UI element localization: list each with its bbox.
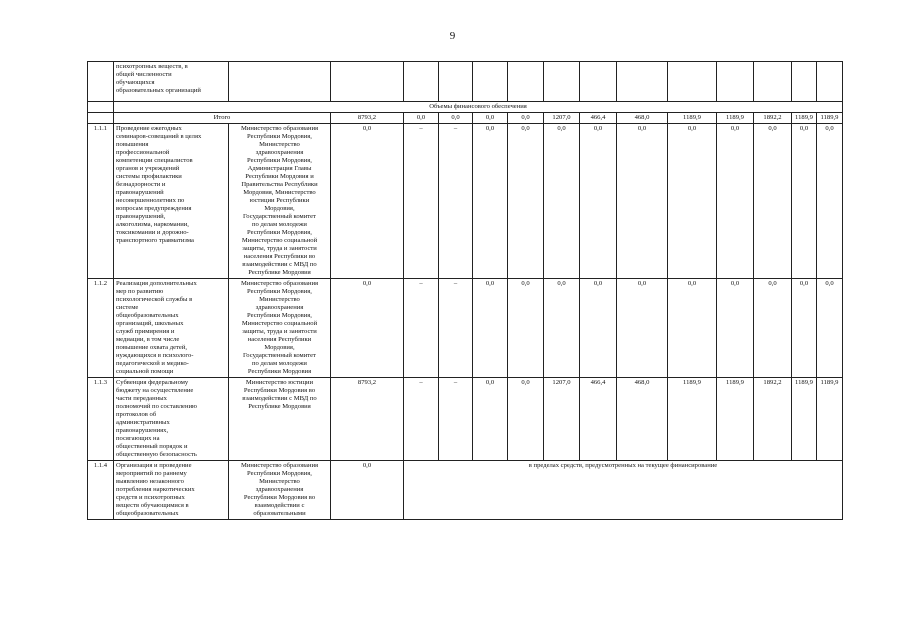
executor-text-line: Государственный комитет [243, 352, 316, 359]
activity-text-line: несовершеннолетних по [116, 197, 185, 204]
value-cell: 1189,9 [792, 378, 817, 461]
activity-cell [114, 461, 229, 520]
value-cell: 0,0 [717, 124, 754, 279]
total-row [88, 113, 843, 124]
executor-text-line: здравоохранения [255, 486, 304, 493]
value-cell: 0,0 [792, 279, 817, 378]
executor-text-line: населения Республики во [243, 253, 316, 260]
activity-text-line: мер по развитию [116, 288, 164, 295]
activity-text-line: алкоголизма, наркомании, [116, 221, 189, 228]
value-cell: 468,0 [617, 378, 668, 461]
activity-text-line: образовательных организаций [116, 87, 201, 94]
page-number: 9 [449, 30, 456, 42]
activity-text-line: полномочий по составлению [116, 403, 197, 410]
activity-text-line: потребления наркотических [116, 486, 195, 493]
value-cell: 0,0 [717, 279, 754, 378]
activity-cell [114, 279, 229, 378]
executor-text-line: Республики Мордовия, [247, 288, 312, 295]
activity-cell [114, 62, 229, 102]
executor-text-line: Республике Мордовия [248, 269, 311, 276]
value-cell [508, 62, 544, 102]
value-cell: 0,0 [544, 279, 580, 378]
total-value: 0,0 [473, 113, 508, 124]
value-cell: 0,0 [668, 279, 717, 378]
activity-text-line: обучающихся [116, 79, 155, 86]
activity-text-line: протоколов об [116, 411, 157, 418]
executor-text-line: Министерство образования [240, 125, 319, 132]
activity-text-line: организаций, школьных [116, 320, 184, 327]
activity-text-line: психологической службы в [116, 296, 193, 303]
total-value: 1189,9 [717, 113, 754, 124]
funding-note: в пределах средств, предусмотренных на текущее финансирование [404, 461, 843, 520]
total-value: 1189,9 [792, 113, 817, 124]
value-cell: 0,0 [817, 279, 843, 378]
activity-text-line: транспортного травматизма [116, 237, 194, 244]
activity-text-line: органов и учреждений [116, 165, 180, 172]
value-cell: 0,0 [508, 378, 544, 461]
activity-text-line: медиации, в том числе [116, 336, 180, 343]
executor-text-line: населения Республики [247, 336, 312, 343]
activity-text-line: общей численности [116, 71, 172, 78]
table-row [88, 461, 843, 520]
value-cell: 0,0 [331, 124, 404, 279]
activity-text-line: средств и психотропных [116, 494, 185, 501]
executor-text-line: Мордовия, Министерство [243, 189, 316, 196]
executor-text-line: взаимодействии с МВД по [242, 395, 317, 402]
row-number-cell [88, 102, 114, 113]
value-cell: 0,0 [331, 461, 404, 520]
value-cell: – [404, 279, 439, 378]
row-number-cell [88, 113, 114, 124]
activity-text-line: части переданных [116, 395, 167, 402]
executor-cell [229, 124, 331, 279]
activity-text-line: общественный порядок и [116, 443, 188, 450]
executor-text-line: Министерство [259, 296, 300, 303]
total-value: 0,0 [508, 113, 544, 124]
executor-text-line: Правительства Республики [241, 181, 318, 188]
value-cell: 1189,9 [817, 378, 843, 461]
value-cell: 0,0 [617, 279, 668, 378]
executor-text-line: Мордовия, [264, 205, 295, 212]
executor-text-line: Республики Мордовия, [247, 133, 312, 140]
executor-cell [229, 279, 331, 378]
activity-text-line: системе [116, 304, 139, 311]
total-value: 468,0 [617, 113, 668, 124]
value-cell: 0,0 [580, 124, 617, 279]
executor-text-line: здравоохранения [255, 304, 304, 311]
value-cell: – [404, 124, 439, 279]
total-value: 0,0 [404, 113, 439, 124]
value-cell: 1892,2 [754, 378, 792, 461]
value-cell [580, 62, 617, 102]
activity-text-line: системы профилактики [116, 173, 182, 180]
executor-text-line: Министерство [259, 478, 300, 485]
value-cell: 0,0 [508, 279, 544, 378]
executor-text-line: Республики Мордовия во [243, 494, 316, 501]
executor-text-line: Республики Мордовия, [247, 229, 312, 236]
activity-text-line: повышения [116, 141, 149, 148]
activity-text-line: вопросам предупреждения [116, 205, 192, 212]
total-value: 1207,0 [544, 113, 580, 124]
section-caption-row [88, 102, 843, 113]
value-cell: 0,0 [754, 279, 792, 378]
activity-text-line: Реализация дополнительных [116, 280, 197, 287]
value-cell [717, 62, 754, 102]
value-cell: 0,0 [331, 279, 404, 378]
table-row [88, 378, 843, 461]
financing-table [87, 61, 843, 520]
activity-text-line: бюджету на осуществление [116, 387, 194, 394]
executor-text-line: взаимодействии с [254, 502, 305, 509]
executor-text-line: Министерство юстиции [245, 379, 314, 386]
total-value: 1892,2 [754, 113, 792, 124]
activity-text-line: общеобразовательных [116, 312, 179, 319]
value-cell [817, 62, 843, 102]
value-cell: 1207,0 [544, 378, 580, 461]
activity-text-line: посягающих на [116, 435, 160, 442]
table-row [88, 124, 843, 279]
activity-text-line: педагогической и медико- [116, 360, 189, 367]
activity-cell [114, 378, 229, 461]
row-number-cell [88, 62, 114, 102]
total-value: 0,0 [439, 113, 473, 124]
value-cell: 1189,9 [717, 378, 754, 461]
activity-text-line: административных [116, 419, 170, 426]
executor-text-line: Мордовия, [264, 344, 295, 351]
total-value: 1189,9 [817, 113, 843, 124]
executor-text-line: Министерство образования [240, 280, 319, 287]
value-cell [473, 62, 508, 102]
executor-text-line: защиты, труда и занятости [242, 328, 317, 335]
value-cell [544, 62, 580, 102]
activity-text-line: общественную безопасность [116, 451, 197, 458]
executor-text-line: защиты, труда и занятости [242, 245, 317, 252]
value-cell: – [439, 279, 473, 378]
value-cell: 0,0 [473, 378, 508, 461]
activity-text-line: нуждающихся в психолого- [116, 352, 194, 359]
table-row [88, 279, 843, 378]
value-cell [754, 62, 792, 102]
executor-cell [229, 461, 331, 520]
value-cell: 0,0 [792, 124, 817, 279]
value-cell: 8793,2 [331, 378, 404, 461]
activity-text-line: социальной помощи [116, 368, 174, 375]
executor-text-line: Министерство социальной [241, 320, 318, 327]
value-cell: 0,0 [473, 124, 508, 279]
activity-text-line: Субвенция федеральному [116, 379, 189, 386]
section-caption: Объемы финансового обеспечения [114, 102, 843, 113]
executor-text-line: Республики Мордовия во [243, 387, 316, 394]
executor-text-line: Республики Мордовия, [247, 312, 312, 319]
value-cell: 0,0 [754, 124, 792, 279]
executor-text-line: Республике Мордовия [248, 403, 311, 410]
value-cell [617, 62, 668, 102]
value-cell [439, 62, 473, 102]
activity-text-line: выявлению незаконного [116, 478, 184, 485]
executor-text-line: юстиции Республики [249, 197, 310, 204]
executor-text-line: Республики Мордовия и [245, 173, 314, 180]
activity-text-line: повышение охвата детей, [116, 344, 188, 351]
activity-text-line: веществ обучающимися в [116, 502, 189, 509]
row-number: 1.1.1 [88, 124, 114, 279]
value-cell [331, 62, 404, 102]
activity-text-line: психотропных веществ, в [116, 63, 188, 70]
executor-cell [229, 378, 331, 461]
executor-text-line: по делам молодежи [252, 221, 307, 228]
activity-text-line: правонарушений, [116, 213, 166, 220]
value-cell: 0,0 [508, 124, 544, 279]
activity-text-line: мероприятий по раннему [116, 470, 187, 477]
activity-text-line: компетенции специалистов [116, 157, 193, 164]
executor-text-line: Министерство социальной [241, 237, 318, 244]
total-value: 8793,2 [331, 113, 404, 124]
executor-text-line: Республики Мордовия, [247, 470, 312, 477]
executor-text-line: Министерство образования [240, 462, 319, 469]
value-cell: – [404, 378, 439, 461]
value-cell [792, 62, 817, 102]
activity-text-line: правонарушений [116, 189, 164, 196]
value-cell: 0,0 [617, 124, 668, 279]
value-cell: 466,4 [580, 378, 617, 461]
activity-text-line: общеобразовательных [116, 510, 179, 517]
activity-cell [114, 124, 229, 279]
value-cell [668, 62, 717, 102]
value-cell [404, 62, 439, 102]
executor-text-line: взаимодействии с МВД по [242, 261, 317, 268]
value-cell: 0,0 [473, 279, 508, 378]
value-cell: 0,0 [544, 124, 580, 279]
total-value: 1189,9 [668, 113, 717, 124]
row-number: 1.1.2 [88, 279, 114, 378]
value-cell: 0,0 [817, 124, 843, 279]
activity-text-line: Проведение ежегодных [116, 125, 182, 132]
activity-text-line: Организация и проведение [116, 462, 192, 469]
activity-text-line: токсикомании и дорожно- [116, 229, 189, 236]
activity-text-line: профессиональной [116, 149, 170, 156]
value-cell: 1189,9 [668, 378, 717, 461]
activity-text-line: семинаров-совещаний в целях [116, 133, 202, 140]
executor-text-line: Республики Мордовия [247, 368, 312, 375]
executor-text-line: Министерство [259, 141, 300, 148]
value-cell: 0,0 [580, 279, 617, 378]
value-cell: – [439, 378, 473, 461]
activity-text-line: правонарушениях, [116, 427, 169, 434]
executor-text-line: Администрация Главы [247, 165, 312, 172]
continuation-row [88, 62, 843, 102]
executor-text-line: Государственный комитет [243, 213, 316, 220]
activity-text-line: безнадзорности и [116, 181, 166, 188]
value-cell: – [439, 124, 473, 279]
executor-text-line: образовательными [253, 510, 306, 517]
total-label: Итого [114, 113, 331, 124]
value-cell: 0,0 [668, 124, 717, 279]
executor-text-line: Республики Мордовия, [247, 157, 312, 164]
row-number: 1.1.3 [88, 378, 114, 461]
executor-text-line: по делам молодежи [252, 360, 307, 367]
executor-text-line: здравоохранения [255, 149, 304, 156]
activity-text-line: служб примирения и [116, 328, 175, 335]
total-value: 466,4 [580, 113, 617, 124]
value-cell [229, 62, 331, 102]
row-number: 1.1.4 [88, 461, 114, 520]
